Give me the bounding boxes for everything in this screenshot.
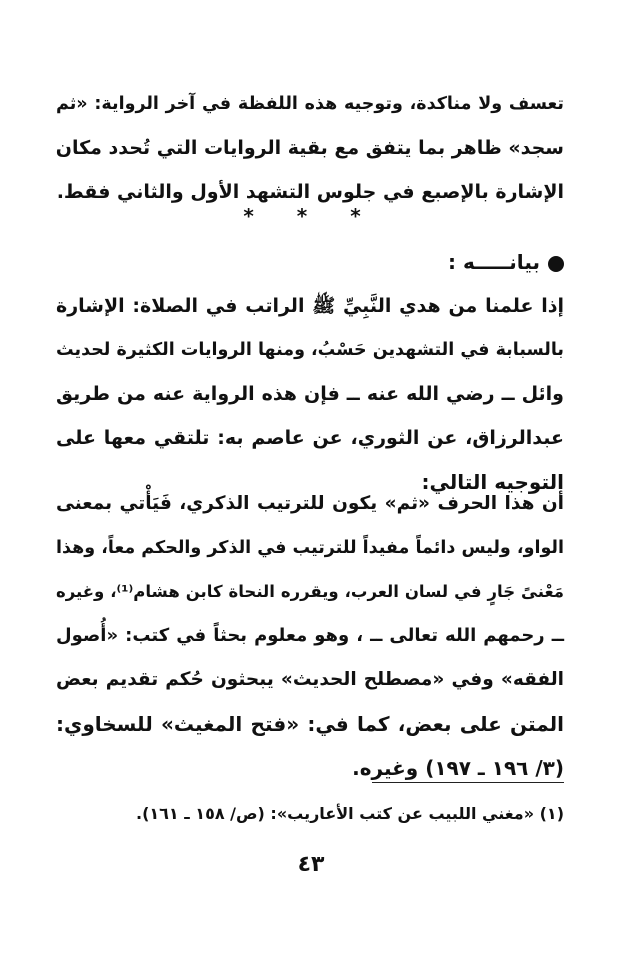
text-line: إذا علمنا من هدي النَّبِيِّ ﷺ الراتب في الصلاة: الإشارة: [56, 295, 564, 317]
text-line: تعسف ولا مناكدة، وتوجيه هذه اللفظة في آخر الرواية: «ثم: [56, 94, 564, 114]
section-heading-label: بيانـــــه :: [448, 250, 540, 274]
text-line: (٣/ ١٩٦ ـ ١٩٧) وغيره.: [352, 756, 564, 780]
text-line: مَعْنىً جَارٍ في لسان العرب، ويقرره النحاة كابن هشام⁽¹⁾، وغيره: [56, 582, 564, 601]
text-line: التوجيه التالي:: [421, 470, 564, 494]
text-line: وائل ــ رضي الله عنه ــ فإن هذه الرواية عنه من طريق: [56, 383, 564, 405]
bullet-icon: [548, 256, 564, 272]
text-line: بالسبابة في التشهدين حَسْبُ، ومنها الروايات الكثيرة لحديث: [55, 340, 564, 360]
page-number: ٤٣: [297, 852, 325, 877]
paragraph-conclusion: [56, 482, 564, 790]
text-line: عبدالرزاق، عن الثوري، عن عاصم به: تلتقي معها على: [56, 427, 564, 449]
text-line: أن هذا الحرف «ثم» يكون للترتيب الذكري، فَيَأْتي بمعنى: [56, 493, 564, 514]
text-line: الواو، وليس دائماً مفيداً للترتيب في الذكر والحكم معاً، وهذا: [56, 538, 564, 558]
footnote: (١) «مغني اللبيب عن كتب الأعاريب»: (ص/ ١٥٨ ـ ١٦١).: [136, 804, 564, 823]
section-separator: * * *: [243, 204, 379, 228]
text-line: سجد» ظاهر بما يتفق مع بقية الروايات التي تُحدد مكان: [55, 137, 564, 159]
paragraph-explanation: [56, 284, 564, 504]
text-line: المتن على بعض، كما في: «فتح المغيث» للسخاوي:: [56, 712, 564, 736]
text-line: ــ رحمهم الله تعالى ــ ، وهو معلوم بحثاً في كتب: «أُصول: [56, 625, 564, 646]
text-line: الفقه» وفي «مصطلح الحديث» يبحثون حُكم تقديم بعض: [56, 669, 564, 690]
footnote-divider: [372, 782, 564, 783]
paragraph-intro: [56, 82, 564, 214]
section-heading: [56, 240, 564, 284]
text-line: الإشارة بالإصبع في جلوس التشهد الأول والثاني فقط.: [56, 181, 564, 203]
